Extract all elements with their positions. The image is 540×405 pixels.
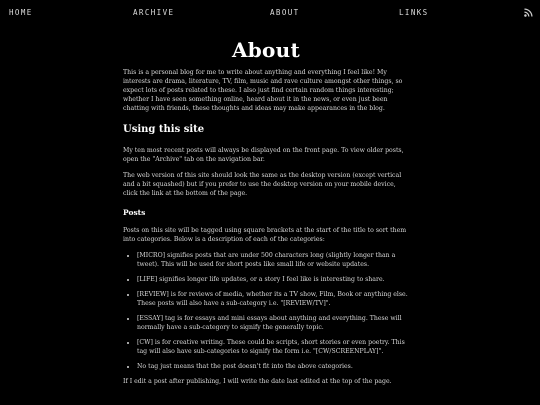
web-version-paragraph: The web version of this site should look the same as the desktop version (except vertical and a bit squashed) but if you prefer to use the desktop version on your mobile device, click the link at the bottom of the page.	[123, 172, 402, 197]
list-item: • No tag just means that the post doesn't fit into the above categories.	[137, 362, 409, 371]
section-heading-using-site: Using this site	[123, 124, 205, 135]
nav-home-link[interactable]: HOME	[9, 8, 33, 17]
page-title: About	[231, 38, 301, 62]
section-heading-posts: Posts	[123, 208, 146, 217]
intro-paragraph: This is a personal blog for me to write about anything and everything I feel like! My interests are drama, literature, TV, film, music and rave culture amongst other things, so expect lots of posts related to these. I also just find certain random things interesting; whether I have seen something online, heard about it in the news, or even just been chatting with friends, these thoughts and ideas may make appearances in the blog.	[123, 69, 403, 112]
list-item: • [ESSAY] tag is for essays and mini essays about anything and everything. These will normally have a sub-category to signify the generally topic.	[137, 314, 409, 332]
posts-intro-paragraph: Posts on this site will be tagged using square brackets at the start of the title to sort them into categories. Below is a description of each of the categories:	[123, 227, 407, 243]
recent-posts-paragraph: My ten most recent posts will always be displayed on the front page. To view older posts, open the "Archive" tab on the navigation bar.	[123, 147, 404, 163]
edit-note-paragraph: If I edit a post after publishing, I will write the date last edited at the top of the page.	[123, 378, 392, 385]
nav-links-link[interactable]: LINKS	[399, 8, 429, 17]
rss-icon[interactable]	[524, 8, 533, 17]
list-item: • [CW] is for creative writing. These could be scripts, short stories or even poetry. This tag will also have sub-categories to signify the form i.e. "[CW/SCREENPLAY]".	[137, 338, 409, 356]
list-item: • [MICRO] signifies posts that are under 500 characters long (slightly longer than a tweet). This will be used for short posts like small life or website updates.	[137, 251, 409, 269]
tag-list	[123, 251, 409, 371]
nav-about-link[interactable]: ABOUT	[270, 8, 300, 17]
top-nav	[0, 0, 540, 26]
about-content	[123, 37, 409, 393]
list-item: • [REVIEW] is for reviews of media, whether its a TV show, Film, Book or anything else. These posts will also have a sub-category i.e. "[REVIEW/TV]".	[137, 290, 409, 308]
list-item: • [LIFE] signifies longer life updates, or a story I feel like is interesting to share.	[137, 275, 409, 284]
nav-archive-link[interactable]: ARCHIVE	[133, 8, 175, 17]
